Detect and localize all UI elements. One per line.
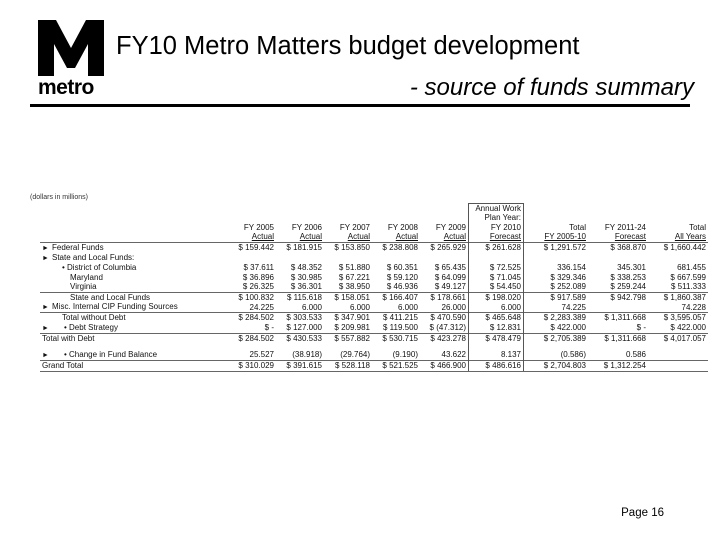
header-row-3 — [40, 223, 708, 232]
header-row-2 — [40, 213, 708, 222]
col-header-line1: Annual Work — [469, 204, 524, 214]
col-header: FY 2008 — [387, 222, 418, 232]
col-header: Actual — [299, 232, 322, 242]
col-header: Actual — [251, 232, 274, 242]
table-row: ► • Change in Fund Balance 25.527 (38.918) (29.764) (9.190) 43.622 8.137 (0.586) 0.586 — [42, 349, 646, 360]
col-header: Forecast — [614, 232, 646, 242]
col-header: FY 2009 — [435, 222, 466, 232]
table-row: Total with Debt $ 284.502 $ 430.533 $ 557.882 $ 530.715 $ 423.278 $ 478.479 $ 2,705.389 $ 1,311.668 $ 4,017.057 — [42, 334, 706, 344]
col-header: Total — [689, 222, 706, 232]
col-header: Total — [569, 222, 586, 232]
table-row: ► State and Local Funds: — [40, 253, 708, 263]
col-header: FY 2011-24 — [604, 222, 646, 232]
arrow-right-icon: ► — [42, 304, 49, 312]
table-row: ► Misc. Internal CIP Funding Sources 24.225 6.000 6.000 6.000 26.000 6.000 74.225 74.228 — [42, 302, 706, 312]
table-row: ► • Debt Strategy $ - $ 127.000 $ 209.981 $ 119.500 $ (47.312) $ 12.831 $ 422.000 $ - $ 422.000 — [42, 322, 706, 333]
metro-m-icon — [38, 18, 104, 76]
logo-wordmark: metro — [38, 76, 94, 99]
table-row: ► Federal Funds $ 159.442 $ 181.915 $ 153.850 $ 238.808 $ 265.929 $ 261.628 $ 1,291.572 $ 368.870 $ 1,660.442 — [42, 242, 706, 253]
table-row: Virginia $ 26.325 $ 36.301 $ 38.950 $ 46.936 $ 49.127 $ 54.450 $ 252.089 $ 259.244 $ 511.333 — [70, 282, 706, 292]
col-header: Forecast — [469, 232, 524, 242]
col-header: FY 2005-10 — [544, 232, 586, 242]
col-header: FY 2005 — [243, 222, 274, 232]
arrow-right-icon: ► — [42, 244, 49, 252]
metro-logo — [38, 18, 104, 98]
col-header: FY 2007 — [339, 222, 370, 232]
col-header: FY 2010 — [469, 223, 524, 232]
table-row: Grand Total $ 310.029 $ 391.615 $ 528.118 $ 521.525 $ 466.900 $ 486.616 $ 2,704.803 $ 1,312.254 — [40, 361, 708, 371]
table-row: Maryland $ 36.896 $ 30.985 $ 67.221 $ 59.120 $ 64.099 $ 71.045 $ 329.346 $ 338.253 $ 667.599 — [70, 272, 706, 282]
arrow-right-icon: ► — [42, 351, 49, 359]
col-header: Actual — [443, 232, 466, 242]
table-row: • District of Columbia $ 37.611 $ 48.352 $ 51.880 $ 60.351 $ 65.435 $ 72.525 336.154 345.301 681.455 — [62, 263, 706, 273]
col-header: All Years — [674, 232, 706, 242]
header-row-4 — [40, 232, 708, 242]
page-number: Page 16 — [621, 507, 664, 519]
arrow-right-icon: ► — [42, 324, 49, 332]
page-subtitle: - source of funds summary — [409, 74, 694, 101]
arrow-right-icon: ► — [42, 255, 49, 263]
title-rule — [30, 104, 690, 107]
source-of-funds-table — [40, 203, 708, 372]
col-header-line2: Plan Year: — [469, 213, 524, 222]
col-header: Actual — [395, 232, 418, 242]
table-row: State and Local Funds $ 100.832 $ 115.618 $ 158.051 $ 166.407 $ 178.661 $ 198.020 $ 917.589 $ 942.798 $ 1,860.387 — [40, 292, 708, 302]
col-header: FY 2006 — [291, 222, 322, 232]
bullet-icon: • — [62, 263, 68, 273]
header-row-1 — [40, 204, 708, 214]
table-row: Total without Debt $ 284.502 $ 303.533 $ 347.901 $ 411.215 $ 470.590 $ 465.648 $ 2,283.389 $ 1,311.668 $ 3,595.057 — [40, 313, 708, 323]
page-title: FY10 Metro Matters budget development — [116, 32, 580, 60]
col-header: Actual — [347, 232, 370, 242]
units-note: (dollars in millions) — [30, 194, 88, 201]
